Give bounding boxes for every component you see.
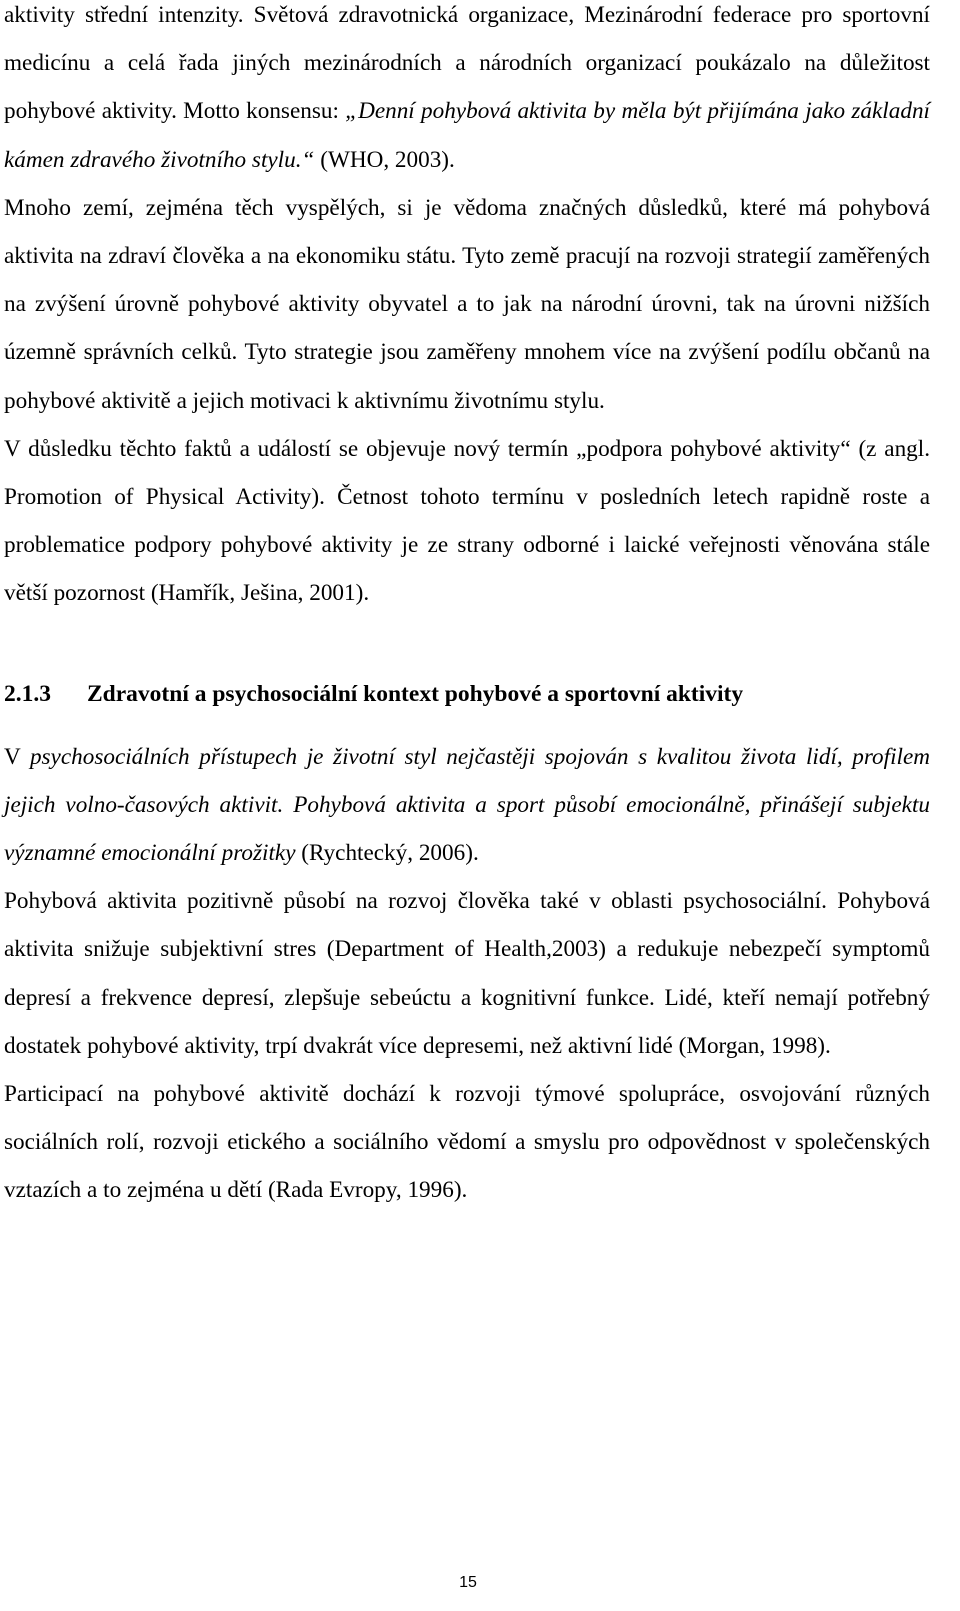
quoted-passage: psychosociálních přístupech je životní styl nejčastěji spojován s kvalitou života lidí, profilem jejich volno-časových aktivit. Pohybová aktivita a sport působí emocionálně, přinášejí subjektu významné emocionální prožitky (4, 743, 931, 867)
motto-quote: „Denní pohybová aktivita by měla být přijímána jako základní kámen zdravého životního stylu.“ (4, 98, 930, 173)
paragraph-motto (4, 0, 930, 184)
citation: (WHO, 2003). (314, 146, 455, 173)
paragraph-text: aktivity střední intenzity. Světová zdravotnická organizace, Mezinárodní federace pro sportovní medicínu a celá řada jiných mezinárodních a národních organizací poukázalo na důležitost pohybové aktivity. Motto konsensu: (4, 2, 930, 125)
paragraph-promotion: V důsledku těchto faktů a událostí se objevuje nový termín „podpora pohybové aktivity“ (z angl. Promotion of Physical Activity). Četnost tohoto termínu v posledních letech rapidně roste a problematice podpory pohybové aktivity je ze strany odborné i laické veřejnosti věnována stále větší pozornost (Hamřík, Ješina, 2001). (4, 435, 930, 607)
paragraph-participation: Participací na pohybové aktivitě dochází k rozvoji týmové spolupráce, osvojování různých sociálních rolí, rozvoji etického a sociálního vědomí a smyslu pro odpovědnost v společenských vztazích a to zejména u dětí (Rada Evropy, 1996). (4, 1081, 930, 1204)
document-page (4, 0, 930, 1215)
section-number: 2.1.3 (4, 680, 51, 707)
paragraph-strategies: Mnoho zemí, zejména těch vyspělých, si je vědoma značných důsledků, které má pohybová aktivita na zdraví člověka a na ekonomiku státu. Tyto země pracují na rozvoji strategií zaměřených na zvýšení úrovně pohybové aktivity obyvatel a to jak na národní úrovni, tak na úrovni nižších územně správních celků. Tyto strategie jsou zaměřeny mnohem více na zvýšení podílu občanů na pohybové aktivitě a jejich motivaci k aktivnímu životnímu stylu. (4, 194, 930, 414)
citation: (Rychtecký, 2006). (295, 840, 479, 867)
section-heading (4, 670, 930, 718)
section-title: Zdravotní a psychosociální kontext pohybové a sportovní aktivity (87, 680, 744, 707)
paragraph-psychosocial-quote (4, 733, 930, 878)
paragraph-depression: Pohybová aktivita pozitivně působí na rozvoj člověka také v oblasti psychosociální. Pohybová aktivita snižuje subjektivní stres (Department of Health,2003) a redukuje nebezpečí symptomů depresí a frekvence depresí, zlepšuje sebeúctu a kognitivní funkce. Lidé, kteří nemají potřebný dostatek pohybové aktivity, trpí dvakrát více depresemi, než aktivní lidé (Morgan, 1998). (4, 888, 930, 1059)
page-number: 15 (459, 1574, 477, 1591)
paragraph-lead: V (4, 743, 30, 770)
